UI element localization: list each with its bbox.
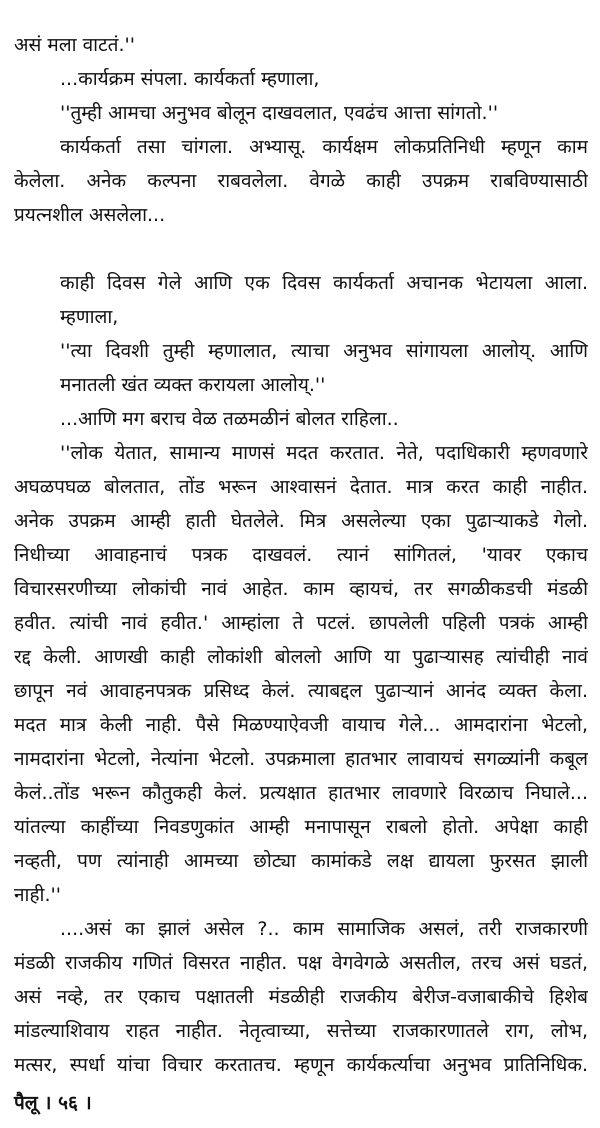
text-line: नामदारांना भेटलो, नेत्यांना भेटलो. उपक्रमाला हातभार लावायचं सगळ्यांनी कबूल: [14, 748, 588, 770]
text-line: मांडल्याशिवाय राहत नाहीत. नेतृत्वाच्या, सत्तेच्या राजकारणातले राग, लोभ,: [14, 1020, 588, 1042]
text-line: ''तुम्ही आमचा अनुभव बोलून दाखवलात, एवढंच आत्ता सांगतो.'': [60, 102, 499, 124]
text-line: काही दिवस गेले आणि एक दिवस कार्यकर्ता अचानक भेटायला आला.: [60, 272, 588, 294]
text-line: यांतल्या काहींच्या निवडणुकांत आम्ही मनापासून राबलो होतो. अपेक्षा काही: [14, 816, 588, 838]
text-line: ...आणि मग बराच वेळ तळमळीनं बोलत राहिला..: [60, 408, 399, 430]
text-line: मदत मात्र केली नाही. पैसे मिळण्याऐवजी वायाच गेले... आमदारांना भेटलो,: [14, 714, 588, 736]
text-line: निधीच्या आवाहनाचं पत्रक दाखवलं. त्यानं सांगितलं, 'यावर एकाच: [14, 544, 588, 566]
text-line: असं मला वाटतं.'': [14, 34, 135, 56]
text-line: ....असं का झालं असेल ?.. काम सामाजिक असलं, तरी राजकारणी: [60, 918, 588, 940]
text-line: नाही.'': [14, 884, 61, 906]
text-line: छापून नवं आवाहनपत्रक प्रसिध्द केलं. त्याबद्दल पुढाऱ्यानं आनंद व्यक्त केला.: [14, 680, 588, 702]
text-line: असं नव्हे, तर एकाच पक्षातली मंडळीही राजकीय बेरीज-वजाबाकीचे हिशेब: [14, 986, 588, 1008]
text-line: ''लोक येतात, सामान्य माणसं मदत करतात. नेते, पदाधिकारी म्हणवणारे: [60, 442, 588, 464]
text-line: नव्हती, पण त्यांनाही आमच्या छोट्या कामांकडे लक्ष द्यायला फुरसत झाली: [14, 850, 588, 872]
text-line: म्हणाला,: [60, 306, 119, 328]
text-line: मनातली खंत व्यक्त करायला आलोय्.'': [60, 374, 326, 396]
text-line: केलेला. अनेक कल्पना राबवलेला. वेगळे काही उपक्रम राबविण्यासाठी: [14, 170, 588, 192]
text-line: मत्सर, स्पर्धा यांचा विचार करतातच. म्हणून कार्यकर्त्याचा अनुभव प्रातिनिधिक.: [14, 1054, 588, 1076]
text-line: विचारसरणीच्या लोकांची नावं आहेत. काम व्हायचं, तर सगळीकडची मंडळी: [14, 578, 588, 600]
text-line: प्रयत्नशील असलेला...: [14, 204, 166, 226]
text-line: मंडळी राजकीय गणितं विसरत नाहीत. पक्ष वेगवेगळे असतील, तरच असं घडतं,: [14, 952, 588, 974]
text-line: कार्यकर्ता तसा चांगला. अभ्यासू. कार्यक्षम लोकप्रतिनिधी म्हणून काम: [60, 136, 588, 158]
text-line: अघळपघळ बोलतात, तोंड भरून आश्वासनं देतात. मात्र करत काही नाहीत.: [14, 476, 588, 498]
text-line: रद्द केली. आणखी काही लोकांशी बोललो आणि या पुढाऱ्यासह त्यांचीही नावं: [14, 646, 588, 668]
text-line: ...कार्यक्रम संपला. कार्यकर्ता म्हणाला,: [60, 68, 320, 90]
text-line: ''त्या दिवशी तुम्ही म्हणालात, त्याचा अनुभव सांगायला आलोय्. आणि: [60, 340, 588, 362]
text-line: अनेक उपक्रम आम्ही हाती घेतलेले. मित्र असलेल्या एका पुढाऱ्याकडे गेलो.: [14, 510, 588, 532]
text-line: केलं..तोंड भरून कौतुकही केलं. प्रत्यक्षात हातभार लावणारे विरळाच निघाले...: [14, 782, 588, 804]
text-line: हवीत. त्यांची नावं हवीत.' आम्हांला ते पटलं. छापलेली पहिली पत्रकं आम्ही: [14, 612, 588, 634]
page-footer: पैलू । ५६ ।: [14, 1092, 92, 1114]
